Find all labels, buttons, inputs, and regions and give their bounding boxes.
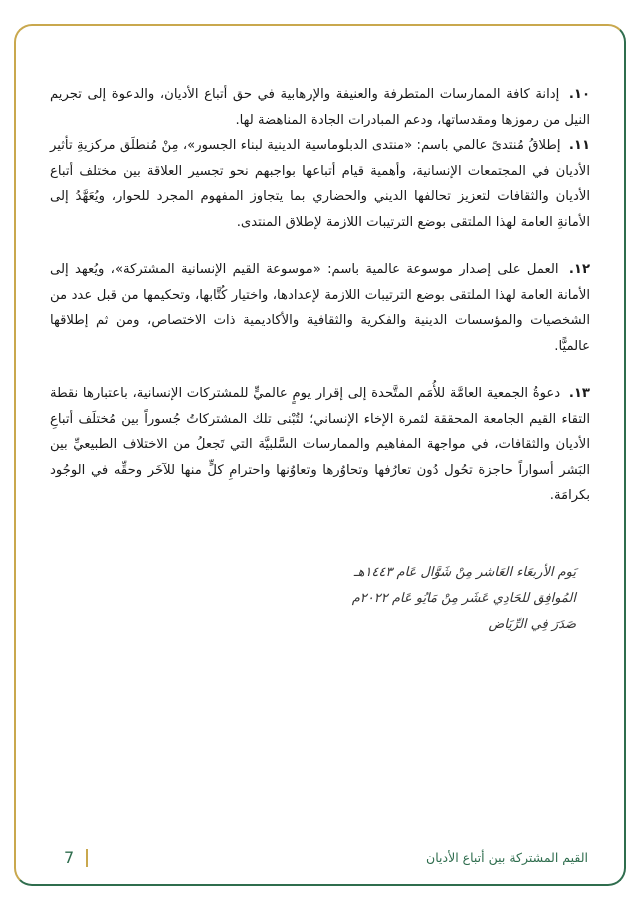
page-number: 7: [64, 848, 75, 867]
footer-title: القيم المشتركة بين أتباع الأديان: [426, 850, 588, 865]
clause-11: [50, 133, 590, 235]
clause-13: [50, 381, 590, 509]
signature-date-hijri: يَوم الأربعَاء العَاشر مِنْ شَوَّال عَام ١٤٤٣هـ: [353, 565, 576, 580]
clause-10: [50, 82, 590, 133]
clause-12: [50, 257, 590, 359]
clause-number: ١١.: [568, 138, 590, 153]
footer-divider: [86, 849, 88, 867]
clause-number: ١٠.: [568, 87, 590, 102]
clause-number: ١٢.: [568, 262, 590, 277]
document-body: [50, 82, 590, 509]
clause-text: إطلاقُ مُنتدىً عالمي باسم: «منتدى الدبلوماسية الدينية لبناء الجسور»، مِنْ مُنطلَق مركزيةِ تأثير الأديان في المجتمعات الإنسانية، وأهمية قيام أتباعها بواجبهم نحو تجسير العلاقة بين مختلف أتباع الأديان والثقافات لتعزيز تحالفها الديني والحضاري بما يتجاوز المفهوم المجرد للحوار، ويُعَهَّدُ إلى الأمانةِ العامة لهذا الملتقى بوضع الترتيبات اللازمة لإطلاق المنتدى.: [50, 138, 590, 230]
clause-text: العمل على إصدار موسوعة عالمية باسم: «موسوعة القيم الإنسانية المشتركة»، ويُعهد إلى الأمانة العامة لهذا الملتقى بوضع الترتيبات اللازمة لإعدادها، واختيار كُتَّابها، وتحكيمها من قبل عدد من الشخصيات والمؤسسات الدينية والفكرية والثقافية والأكاديمية ذات الاختصاص، ومن ثم إطلاقها عالميًّا.: [50, 262, 590, 354]
clause-text: دعوةُ الجمعية العامَّة للأُمَم المتَّحدة إلى إقرار يومٍ عالميٍّ للمشتركات الإنسانية، باعتبارها نقطة التقاء القيم الجامعة المحققة لثمرة الإخاء الإنساني؛ لتُبْنى تلك المشتركاتُ جُسوراً بين مُختلَف أتباعِ الأديان والثقافات، في مواجهة المفاهيم والممارسات السَّلبيَّة التي تَجعلُ من الاختلاف الطبيعيِّ بين البَشر أسواراً حاجزة تحُول دُون تعارُفها وتحاوُرها وتعاوُنها واحترامِ كلٍّ منها للآخَر وحقِّه في الوجُود بكرامَة.: [50, 386, 590, 503]
page-footer: [52, 848, 588, 870]
issuance-signature: [276, 560, 576, 638]
clause-text: إدانة كافة الممارسات المتطرفة والعنيفة والإرهابية في حق أتباع الأديان، والدعوة إلى تجريم النيل من رموزها ومقدساتها، ودعم المبادرات الجادة المناهضة لها.: [50, 87, 590, 128]
signature-place: صَدَرَ فِي الرِّيَاض: [488, 617, 576, 632]
clause-number: ١٣.: [568, 386, 590, 401]
signature-date-gregorian: المُوافِق للحَادِي عَشَر مِنْ مَايُو عَام ٢٠٢٢م: [351, 591, 576, 606]
